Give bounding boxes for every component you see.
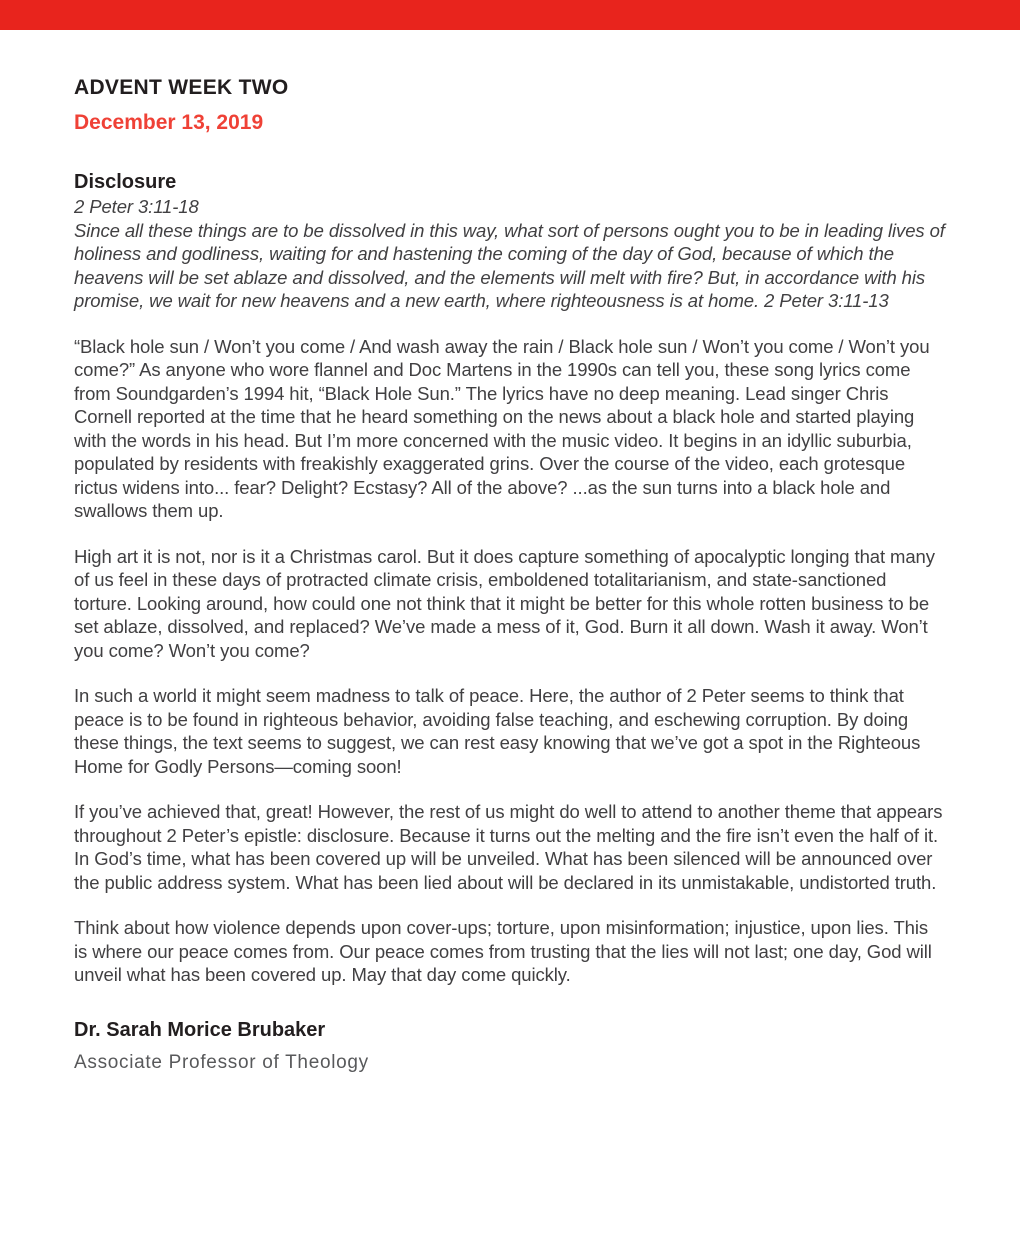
top-accent-bar: [0, 0, 1020, 30]
body-paragraph: Think about how violence depends upon cover-ups; torture, upon misinformation; injustice, upon lies. This is where our peace comes from. Our peace comes from trusting that the lies will not last; one day, God will unveil what has been covered up. May that day come quickly.: [74, 917, 932, 985]
author-title: Associate Professor of Theology: [74, 1051, 369, 1073]
page-title: ADVENT WEEK TWO: [74, 76, 289, 99]
scripture-passage: Since all these things are to be dissolved in this way, what sort of persons ought you to be in leading lives of holiness and godliness, waiting for and hastening the coming of the day of God, because of which the heavens will be set ablaze and dissolved, and the elements will melt with fire? But, in accordance with his promise, we wait for new heavens and a new earth, where righteousness is at home. 2 Peter 3:11-13: [74, 219, 945, 311]
page-date: December 13, 2019: [74, 111, 264, 134]
document-content: [0, 30, 1020, 1075]
body-copy: [74, 335, 945, 987]
body-paragraph: In such a world it might seem madness to talk of peace. Here, the author of 2 Peter seems to think that peace is to be found in righteous behavior, avoiding false teaching, and eschewing corruption. By doing these things, the text seems to suggest, we can rest easy knowing that we’ve got a spot in the Righteous Home for Godly Persons—coming soon!: [74, 685, 921, 777]
body-paragraph: “Black hole sun / Won’t you come / And wash away the rain / Black hole sun / Won’t you come / Won’t you come?” As anyone who wore flannel and Doc Martens in the 1990s can tell you, these song lyrics come from Soundgarden’s 1994 hit, “Black Hole Sun.” The lyrics have no deep meaning. Lead singer Chris Cornell reported at the time that he heard something on the news about a black hole and started playing with the words in his head. But I’m more concerned with the music video. It begins in an idyllic suburbia, populated by residents with freakishly exaggerated grins. Over the course of the video, each grotesque rictus widens into... fear? Delight? Ecstasy? All of the above? ...as the sun turns into a black hole and swallows them up.: [74, 335, 930, 521]
body-paragraph: If you’ve achieved that, great! However, the rest of us might do well to attend to another theme that appears throughout 2 Peter’s epistle: disclosure. Because it turns out the melting and the fire isn’t even the half of it. In God’s time, what has been covered up will be unveiled. What has been silenced will be announced over the public address system. What has been lied about will be declared in its unmistakable, undistorted truth.: [74, 801, 943, 893]
author-block: [74, 1017, 945, 1075]
author-name: Dr. Sarah Morice Brubaker: [74, 1018, 326, 1041]
section-heading-disclosure: Disclosure: [74, 171, 177, 193]
body-paragraph: High art it is not, nor is it a Christmas carol. But it does capture something of apocalyptic longing that many of us feel in these days of protracted climate crisis, emboldened totalitarianism, and state-sanctioned torture. Looking around, how could one not think that it might be better for this whole rotten business to be set ablaze, dissolved, and replaced? We’ve made a mess of it, God. Burn it all down. Wash it away. Won’t you come? Won’t you come?: [74, 545, 935, 661]
scripture-reference: 2 Peter 3:11-18: [74, 196, 199, 217]
scripture-section: [74, 170, 945, 313]
